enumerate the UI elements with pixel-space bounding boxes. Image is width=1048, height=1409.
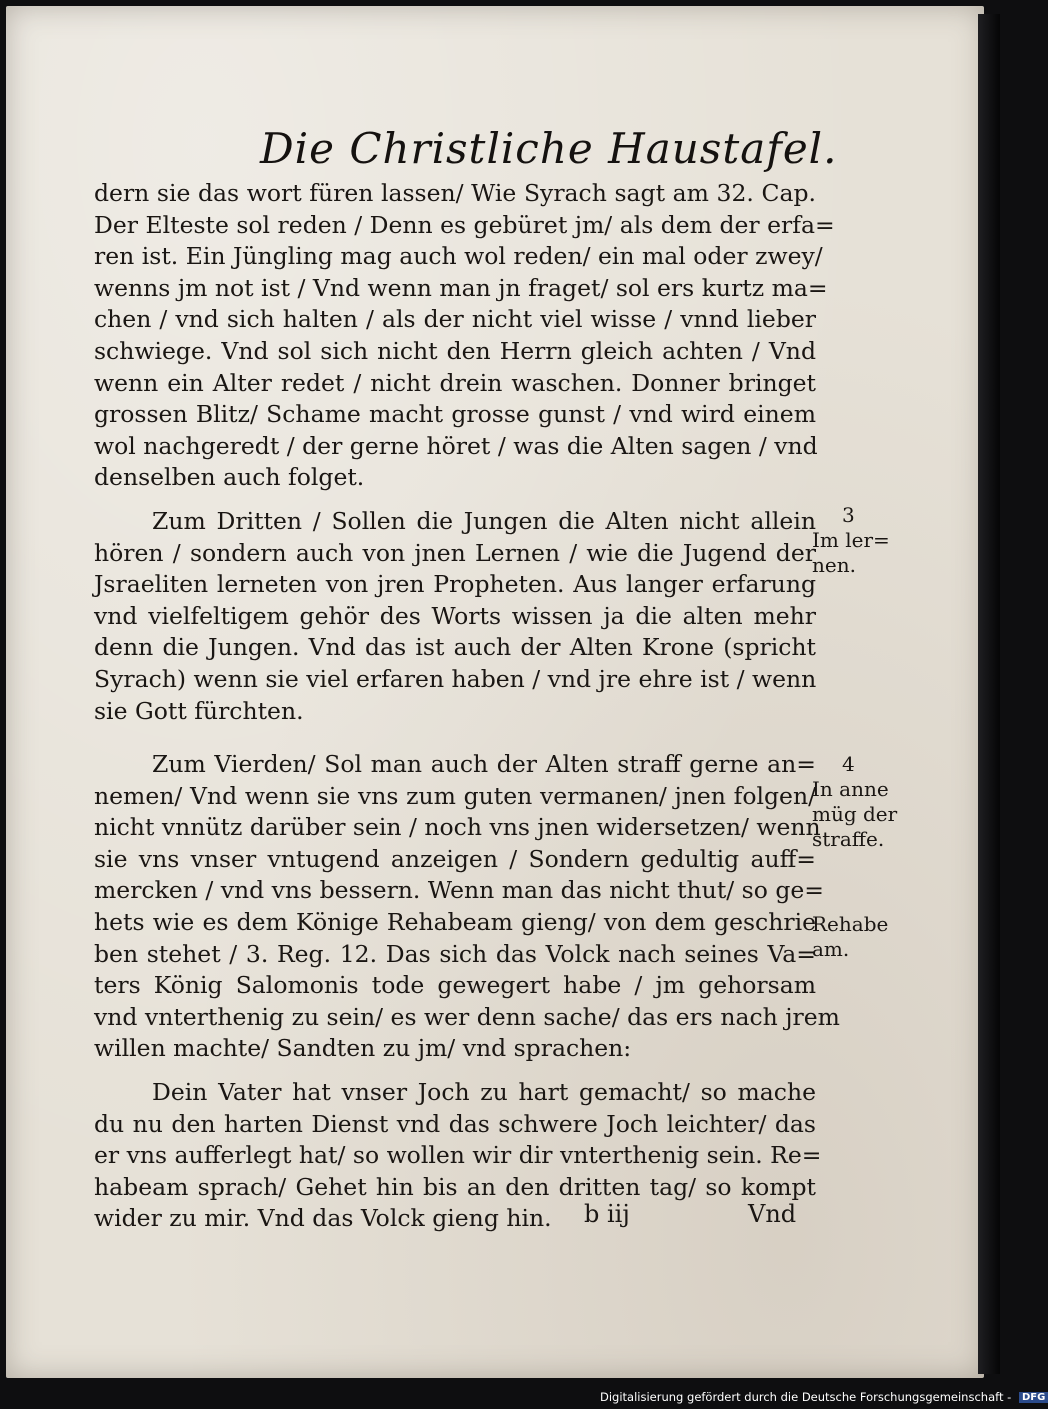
text-line: du nu den harten Dienst vnd das schwere Joch leichter/ das [94,1109,816,1138]
margin-note-3 [812,503,908,578]
text-line: Der Elteste sol reden / Denn es gebüret jm/ als dem der erfa= [94,210,835,239]
dfg-logo-icon: DFG [1019,1392,1048,1403]
text-line: Syrach) wenn sie viel erfaren haben / vnd jre ehre ist / wenn [94,664,817,693]
text-line: hören / sondern auch von jnen Lernen / wie die Jugend der [94,538,816,567]
text-line: ben stehet / 3. Reg. 12. Das sich das Volck nach seines Va= [94,939,816,968]
text-line: Jsraeliten lerneten von jren Propheten. Aus langer erfarung [94,570,816,599]
text-line: denn die Jungen. Vnd das ist auch der Alten Krone (spricht [94,633,816,662]
text-line: habeam sprach/ Gehet hin bis an den dritten tag/ so kompt [94,1172,816,1201]
paragraph [94,506,816,727]
dfg-notice-text: Digitalisierung gefördert durch die Deutsche Forschungsgemeinschaft - [600,1390,1012,1404]
text-line: grossen Blitz/ Schame macht grosse gunst / vnd wird einem [94,400,816,429]
margin-note-rehabeam [812,912,908,962]
text-line: er vns aufferlegt hat/ so wollen wir dir vnterthenig sein. Re= [94,1141,822,1170]
paragraph-gap [94,1065,816,1077]
text-line: nemen/ Vnd wenn sie vns zum guten vermanen/ jnen folgen/ [94,781,816,810]
text-line: nicht vnnütz darüber sein / noch vns jnen widersetzen/ wenn [94,813,821,842]
text-line: ters König Salomonis tode gewegert habe / jm gehorsam [94,971,816,1000]
text-line: wenns jm not ist / Vnd wenn man jn fraget/ sol ers kurtz ma= [94,273,828,302]
text-line: wol nachgeredt / der gerne höret / was die Alten sagen / vnd [94,431,818,460]
text-line: sie vns vnser vntugend anzeigen / Sondern gedultig auff= [94,844,816,873]
margin-note-text: In anne müg der straffe. [812,777,898,851]
text-line: mercken / vnd vns bessern. Wenn man das nicht thut/ so ge= [94,876,824,905]
dfg-funding-notice [600,1390,1048,1406]
main-text-block [94,178,840,1235]
margin-note-number: 3 [842,503,855,527]
signature-mark: b iij [584,1200,630,1228]
text-line: dern sie das wort füren lassen/ Wie Syrach sagt am 32. Cap. [94,179,816,207]
text-line: schwiege. Vnd sol sich nicht den Herrn gleich achten / Vnd [94,336,816,365]
text-line: ren ist. Ein Jüngling mag auch wol reden/ ein mal oder zwey/ [94,242,823,271]
text-line: wenn ein Alter redet / nicht drein waschen. Donner bringet [94,368,816,397]
book-gutter [978,14,1000,1374]
text-line: denselben auch folget. [94,463,365,492]
catchword: Vnd [748,1200,797,1228]
text-line: sie Gott fürchten. [94,696,304,725]
margin-note-number: 4 [842,752,855,776]
paragraph-gap [94,494,816,506]
text-line: hets wie es dem Könige Rehabeam gieng/ von dem geschrie [94,908,816,937]
paragraph [94,178,835,494]
text-line: Zum Dritten / Sollen die Jungen die Alten nicht allein [152,506,816,535]
running-header: Die Christliche Haustafel. [260,124,838,173]
margin-note-text: Rehabe am. [812,912,889,961]
paragraph [94,1077,822,1235]
text-line: wider zu mir. Vnd das Volck gieng hin. [94,1204,552,1233]
margin-note-4 [812,752,908,852]
paragraph [94,749,840,1065]
margin-note-text: Im ler= nen. [812,528,890,577]
text-line: chen / vnd sich halten / als der nicht viel wisse / vnnd lieber [94,305,816,334]
text-line: willen machte/ Sandten zu jm/ vnd sprachen: [94,1034,632,1063]
text-line: vnd vielfeltigem gehör des Worts wissen ja die alten mehr [94,601,816,630]
text-line: vnd vnterthenig zu sein/ es wer denn sache/ das ers nach jrem [94,1002,840,1031]
text-line: Dein Vater hat vnser Joch zu hart gemacht/ so mache [152,1078,816,1107]
paragraph-gap [94,727,816,749]
text-line: Zum Vierden/ Sol man auch der Alten straff gerne an= [152,750,816,779]
